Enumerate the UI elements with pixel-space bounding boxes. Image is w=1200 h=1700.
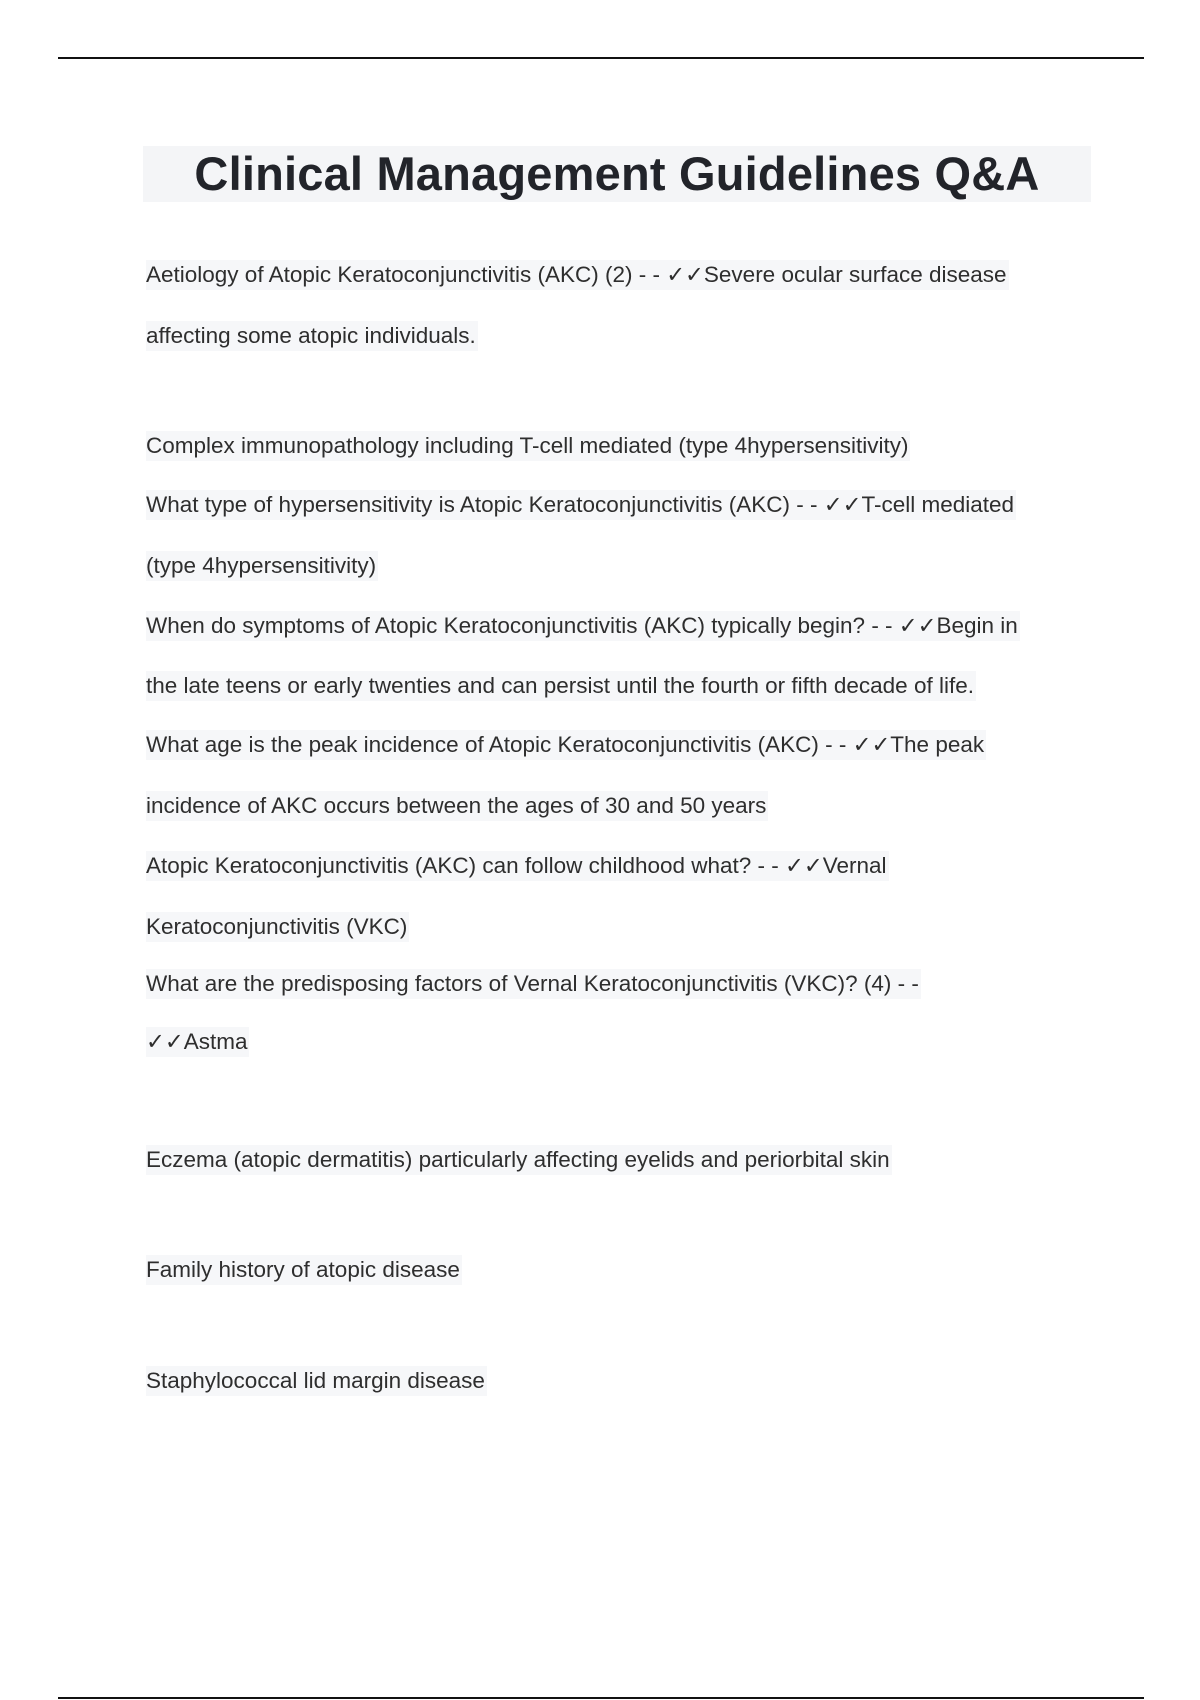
text-line-8: What age is the peak incidence of Atopic Keratoconjunctivitis (AKC) - - ✓✓The peak bbox=[146, 730, 986, 760]
text-line-10: Atopic Keratoconjunctivitis (AKC) can follow childhood what? - - ✓✓Vernal bbox=[146, 851, 889, 881]
top-divider bbox=[58, 57, 1144, 59]
text-line-12: What are the predisposing factors of Vernal Keratoconjunctivitis (VKC)? (4) - - bbox=[146, 969, 921, 999]
text-line-7: the late teens or early twenties and can persist until the fourth or fifth decade of life. bbox=[146, 671, 976, 701]
text-line-2: affecting some atopic individuals. bbox=[146, 321, 478, 351]
text-line-3: Complex immunopathology including T-cell mediated (type 4hypersensitivity) bbox=[146, 431, 910, 461]
text-line-15: Family history of atopic disease bbox=[146, 1255, 462, 1285]
text-line-5: (type 4hypersensitivity) bbox=[146, 551, 378, 581]
bottom-divider bbox=[58, 1697, 1144, 1699]
text-line-13: ✓✓Astma bbox=[146, 1027, 249, 1057]
text-line-14: Eczema (atopic dermatitis) particularly affecting eyelids and periorbital skin bbox=[146, 1145, 892, 1175]
text-line-4: What type of hypersensitivity is Atopic Keratoconjunctivitis (AKC) - - ✓✓T-cell mediated bbox=[146, 490, 1016, 520]
text-line-9: incidence of AKC occurs between the ages of 30 and 50 years bbox=[146, 791, 768, 821]
document-title: Clinical Management Guidelines Q&A bbox=[194, 147, 1040, 200]
text-line-11: Keratoconjunctivitis (VKC) bbox=[146, 912, 409, 942]
title-banner bbox=[143, 146, 1091, 202]
text-line-6: When do symptoms of Atopic Keratoconjunctivitis (AKC) typically begin? - - ✓✓Begin in bbox=[146, 611, 1020, 641]
text-line-16: Staphylococcal lid margin disease bbox=[146, 1366, 487, 1396]
text-line-1: Aetiology of Atopic Keratoconjunctivitis (AKC) (2) - - ✓✓Severe ocular surface disease bbox=[146, 260, 1009, 290]
